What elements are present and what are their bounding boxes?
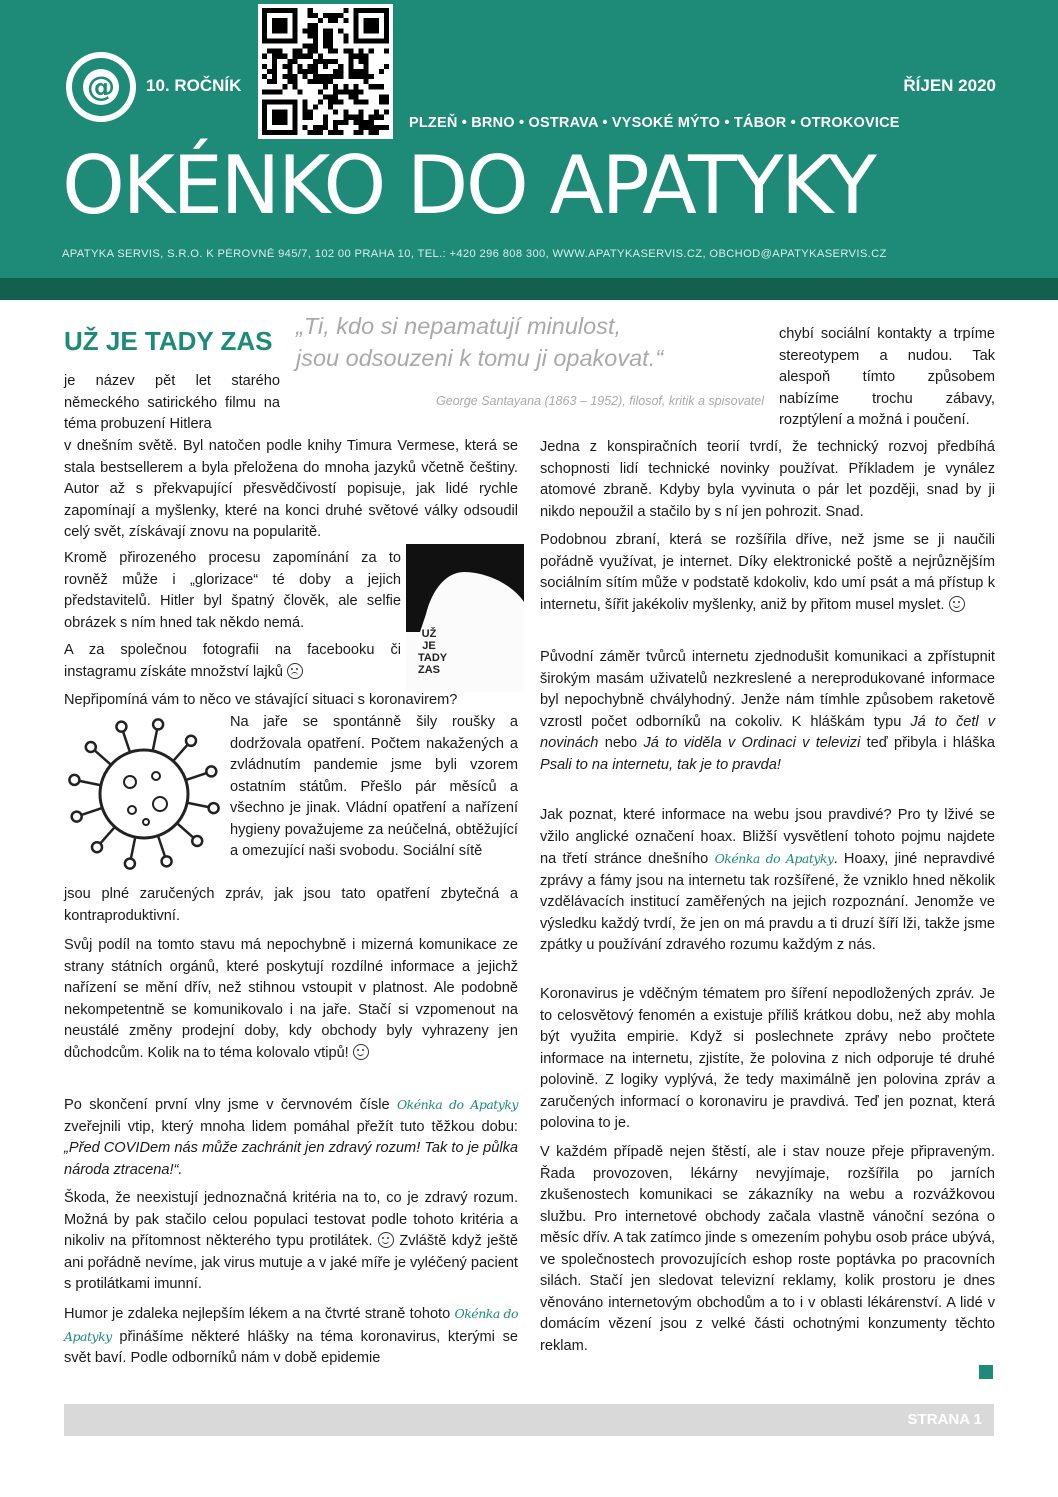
left-paragraph-1a: je název pět let starého německého satirického filmu na téma probuzení Hitlera bbox=[64, 373, 280, 432]
left-paragraph-1b: v dnešním světě. Byl natočen podle knihy Timura Vermese, která se stala bestsellerem a byla přeložena do mnoha jazyků včetně češtiny. Autor až s překvapující přesvědčivostí popisuje, jak lidé rychle zapomínají a myšlenky, které na konci druhé světové války odsoudil celý svět, získávají znovu na popularitě. bbox=[64, 438, 518, 540]
quip-internet: Psali to na internetu, tak je to pravda! bbox=[540, 756, 781, 773]
covid-joke-quote: „Před COVIDem nás může zachránit jen zdravý rozum! Tak to je půlka národa ztracena!“. bbox=[64, 1140, 518, 1178]
quip-newspaper: Já to četl v novinách bbox=[540, 713, 995, 751]
left-paragraph-6 bbox=[64, 1094, 518, 1181]
logo-ring bbox=[72, 58, 130, 116]
right-paragraph-3-conj: nebo bbox=[604, 735, 638, 751]
brand-name-inline: Okénka do Apatyky bbox=[714, 851, 834, 866]
left-paragraph-8-start: Humor je zdaleka nejlepším lékem a na čtvrté straně tohoto bbox=[64, 1306, 451, 1322]
left-paragraph-3-text: A za společnou fotografii na facebooku či instagramu získáte množství lajků bbox=[64, 642, 401, 680]
edition-label: 10. ROČNÍK bbox=[146, 76, 242, 95]
masthead-divider bbox=[0, 278, 1058, 300]
right-paragraph-4 bbox=[540, 805, 995, 957]
book-cover-title: UŽ JE TADY ZAS bbox=[418, 628, 448, 676]
logo bbox=[66, 52, 136, 122]
right-paragraph-5: Koronavirus je vděčným tématem pro šíření nepodložených zpráv. Je to celosvětový fenomén a existuje příliš krátkou dobu, než aby mohla být využita empirie. Když si poslechnete zprávy nebo pročtete informace na internetu, zjistíte, že polovina z nich odporuje té druhé polovině. Z logiky vyplývá, že tedy maximálně jen polovina zpráv a zaručených informací o koronaviru je pravdivá. Teď jen poznat, která polovina to je. bbox=[540, 986, 995, 1131]
epigraph-author: George Santayana (1863 – 1952), filosof, kritik a spisovatel bbox=[436, 394, 764, 408]
left-paragraph-4c: jsou plné zaručených zpráv, jak jsou tato opatření zbytečná a kontraproduktivní. bbox=[64, 886, 518, 924]
publisher-contact-line: APATYKA SERVIS, S.R.O. K PÉROVNĚ 945/7, 102 00 PRAHA 10, TEL.: +420 296 808 300, WWW.APATYKASERVIS.CZ, OBCHOD@APATYKASERVIS.CZ bbox=[62, 248, 887, 260]
quip-television: Já to viděla v Ordinaci v televizi bbox=[643, 735, 861, 751]
at-sign-icon: @ bbox=[83, 69, 119, 105]
right-paragraph-3-start: Původní záměr tvůrců internetu zjednodušit komunikaci a zpřístupnit širokým masám uživatelů nezkreslené a nereprodukované informace byl nepochybně chvályhodný. Jenže nám tímhle způsobem raketově vzrostl počet odborníků na cokoliv. K hláškám typu bbox=[540, 649, 995, 730]
brand-name-inline: Okénka do Apatyky bbox=[64, 1306, 518, 1344]
epigraph-quote bbox=[296, 310, 766, 374]
left-paragraph-6-middle: zveřejnili vtip, který mnoha lidem pomáhal přežít tuto těžkou dobu: bbox=[64, 1118, 518, 1135]
left-paragraph-4a: Nepřipomíná vám to něco ve stávající situaci s koronavirem? bbox=[64, 692, 458, 708]
right-paragraph-1: Jedna z konspiračních teorií tvrdí, že technický rozvoj předbíhá schopnosti lidí technické novinky používat. Příkladem je vynález atomové zbraně. Kdyby byla vyvinuta o pár let později, snad by ji nikdo nepoužil a stačilo by s ní jen pohrozit. Snad. bbox=[540, 439, 995, 520]
left-paragraph-5 bbox=[64, 935, 518, 1064]
masthead bbox=[0, 0, 1058, 278]
left-paragraph-8-end: přinášíme některé hlášky na téma koronavirus, kterými se svět baví. Podle odborníků nám v době epidemie bbox=[64, 1328, 518, 1366]
book-cover-image bbox=[406, 544, 524, 692]
newsletter-title: OKÉNKO DO APATYKY bbox=[62, 139, 875, 232]
qr-code-graphic bbox=[262, 8, 389, 135]
end-of-article-mark bbox=[979, 1365, 993, 1379]
footer-bar bbox=[64, 1404, 994, 1436]
right-paragraph-6: V každém případě nejen štěstí, ale i stav nouze přeje připraveným. Řada provozoven, lékárny nevyjímaje, rozšířila po jarních zkušenostech komunikaci se zákazníky na webu a rozvážkovou službu. Pro internetové obchody začala vlastně vánoční sezóna o měsíc dřív. A tak zatímco jinde s omezením pohybu osob práce ubývá, ve společnostech provozujících eshop roste poptávka po pracovních silách. Stačí jen sledovat televizní reklamy, kolik prostoru je dnes věnováno internetovým obchodům a to i v oblasti lékárenství. A lidé v domácím vězení jsou z velké části ochotnými konzumenty těchto reklam. bbox=[540, 1144, 995, 1354]
issue-date: ŘÍJEN 2020 bbox=[903, 76, 996, 95]
left-paragraph-5-text: Svůj podíl na tomto stavu má nepochybně i mizerná komunikace ze strany státních orgánů, které poskytují rozdílné informace a jejichž nařízení se mění dřív, než stihnou vstoupit v platnost. Ale podobně nekompetentně se komunikovalo i na jaře. Stačí si vzpomenout na neustálé změny prodejní doby, kdy obchody byly vyhrazeny jen důchodcům. Kolik na to téma kolovalo vtipů! bbox=[64, 937, 518, 1061]
left-paragraph-4b: Na jaře se spontánně šily roušky a dodržovala opatření. Počtem nakažených a zvládnutím pandemie jsme byli vzorem ostatním státům. Přešlo pár měsíců a všechno je jinak. Vládní opatření a nařízení hygieny považujeme za neúčelná, obtěžující a omezující naši svobodu. Sociální sítě bbox=[230, 714, 518, 859]
coronavirus-icon bbox=[64, 714, 224, 874]
smiley-face-icon bbox=[378, 1232, 394, 1248]
right-paragraph-3 bbox=[540, 647, 995, 776]
left-paragraph-7 bbox=[64, 1188, 518, 1296]
smiley-face-icon bbox=[949, 596, 965, 612]
right-paragraph-2-text: Podobnou zbraní, která se rozšířila dříve, než jsme se ji naučili pořádně využívat, je internet. Díky elektronické poště a nejrůznějším sociálním sítím může v podstatě kdokoliv, kdo umí psát a má přístup k internetu, šířit jakékoliv myšlenky, aniž by přitom musel myslet. bbox=[540, 532, 995, 613]
page-number: STRANA 1 bbox=[907, 1411, 982, 1428]
qr-code-icon[interactable] bbox=[258, 4, 393, 139]
brand-name-inline: Okénka do Apatyky bbox=[396, 1097, 518, 1112]
epigraph-line-1: „Ti, kdo si nepamatují minulost, bbox=[296, 313, 622, 339]
left-paragraph-8 bbox=[64, 1303, 518, 1370]
right-paragraph-0: chybí sociální kontakty a trpíme stereotypem a nudou. Tak alespoň tímto způsobem nabízíme trochu zábavy, rozptýlení a možná i poučení. bbox=[779, 326, 995, 428]
branch-cities: PLZEŇ • BRNO • OSTRAVA • VYSOKÉ MÝTO • TÁBOR • OTROKOVICE bbox=[409, 115, 900, 131]
article-title: UŽ JE TADY ZAS bbox=[64, 326, 273, 356]
right-paragraph-2 bbox=[540, 530, 995, 616]
smiley-face-icon bbox=[353, 1044, 369, 1060]
right-paragraph-3-mid: teď přibyla i hláška bbox=[866, 735, 995, 751]
left-paragraph-7b: Zvláště když ještě ani pořádně nevíme, jak virus mutuje a v jaké míře je vyléčený pacient s protilátkami imunní. bbox=[64, 1233, 518, 1292]
sad-face-icon bbox=[287, 663, 303, 679]
right-paragraph-4-start: Jak poznat, které informace na webu jsou pravdivé? Pro ty lživé se vžilo anglické označení hoax. Bližší vysvětlení tohoto pojmu najdete na třetí stránce dnešního bbox=[540, 807, 995, 867]
right-paragraph-4-end: . Hoaxy, jiné nepravdivé zprávy a fámy jsou na internetu tak rozšířené, že vzniklo hned několik vzdělávacích institucí zaměřených na jejich rozpoznání. Jenomže ve výsledku každý tvrdí, že jen on má pravdu a ti druzí šíří lži, takže jsme zpátky u používání zdravého rozumu každým z nás. bbox=[540, 851, 996, 953]
left-paragraph-3 bbox=[64, 640, 401, 683]
left-paragraph-6-start: Po skončení první vlny jsme v červnovém čísle bbox=[64, 1097, 390, 1113]
left-paragraph-7a: Škoda, že neexistují jednoznačná kritéria na to, co je zdravý rozum. Možná by pak stačilo celou populaci testovat podle tohoto kritéria a nikoliv na přítomnost některého typu protilátek. bbox=[64, 1190, 518, 1249]
left-paragraph-2: Kromě přirozeného procesu zapomínání za to rovněž může i „glorizace“ té doby a jejich představitelů. Hitler byl špatný člověk, ale selfie obrázek s ním hned tak někdo nemá. bbox=[64, 550, 401, 631]
epigraph-line-2: jsou odsouzeni k tomu ji opakovat.“ bbox=[296, 345, 664, 371]
